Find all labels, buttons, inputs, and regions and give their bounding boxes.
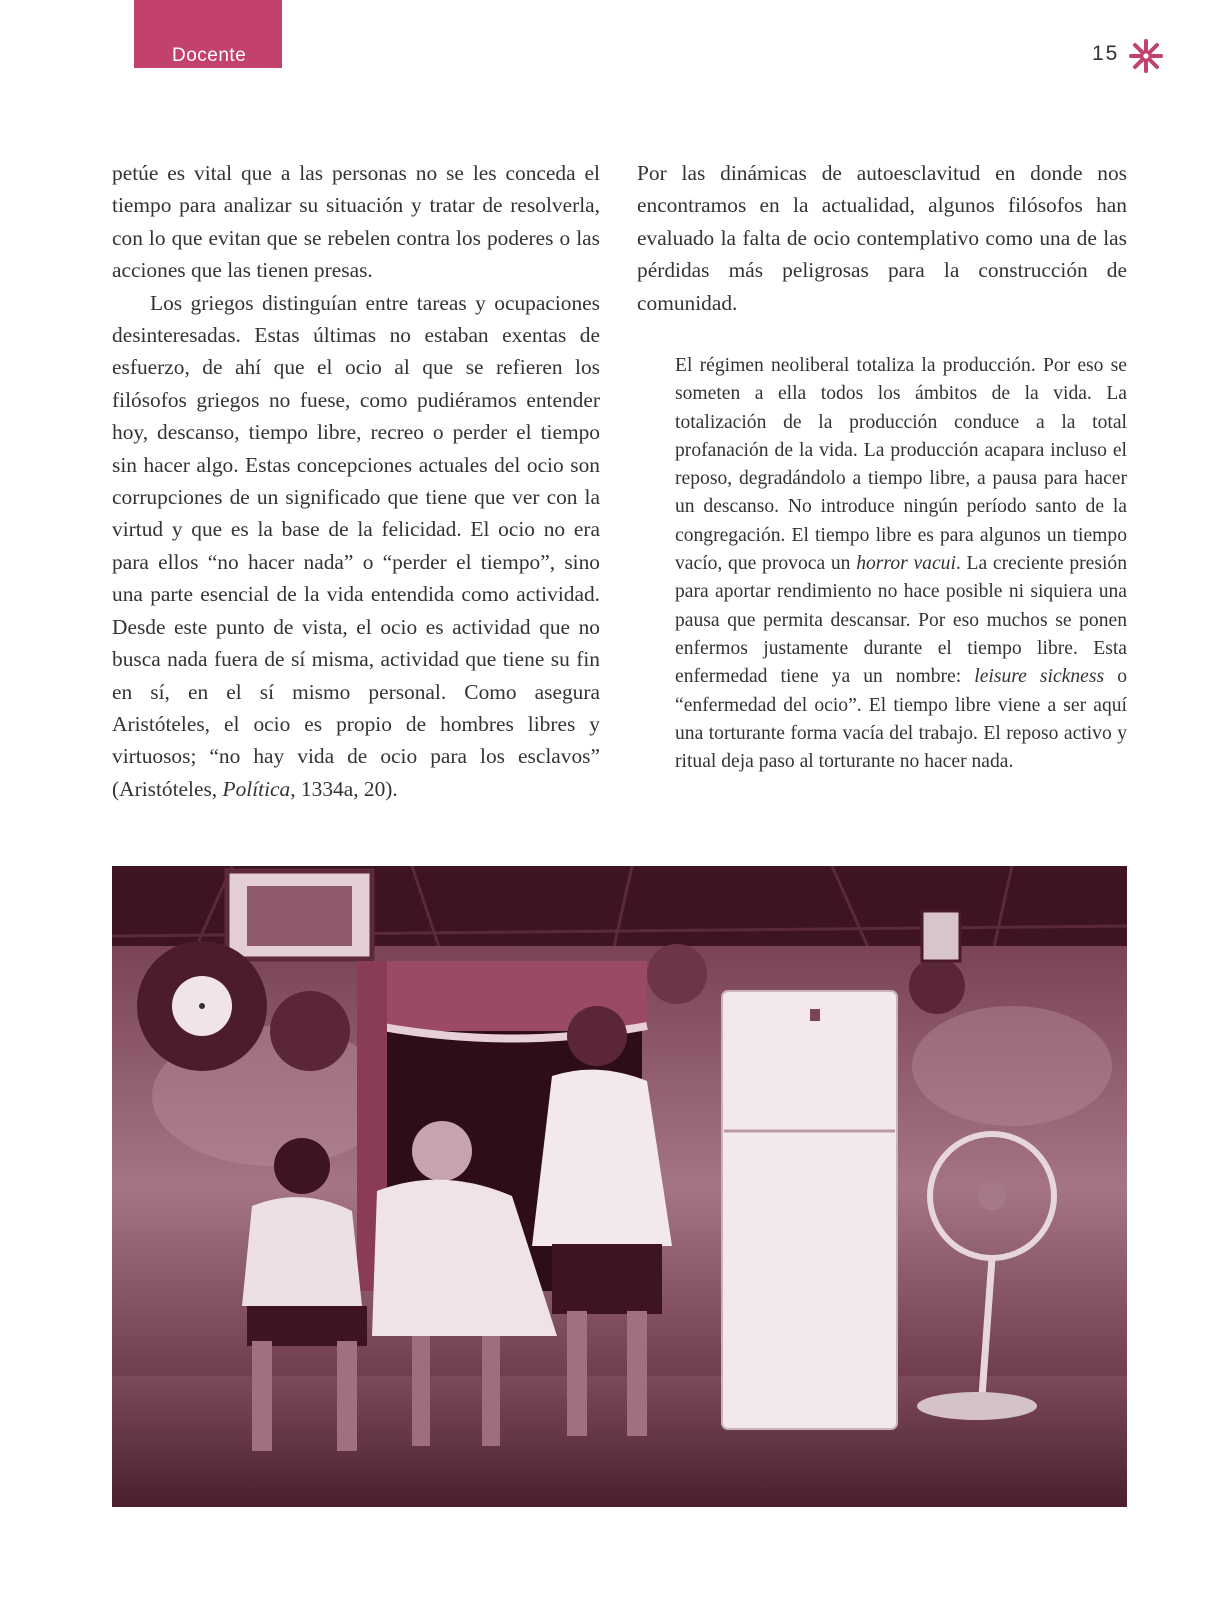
quote-italic: horror vacui — [856, 553, 956, 575]
quote-italic: leisure sickness — [974, 666, 1105, 688]
left-column — [112, 157, 600, 805]
book-title: Política — [222, 776, 291, 801]
paragraph-text: Los griegos distinguían entre tareas y ocupaciones desinteresadas. Estas últimas no estaban exentas de esfuerzo, de ahí que el ocio al que se refieren los filósofos griegos no fuese, como pudiéramos entender hoy, descanso, tiempo libre, recreo o perder el tiempo sin hacer algo. Estas concepciones actuales del ocio son corrupciones de un significado que tiene que ver con la virtud y que es la base de la felicidad. El ocio no era para ellos “no hacer nada” o “perder el tiempo”, sino una parte esencial de la vida entendida como actividad. Desde este punto de vista, el ocio es actividad que no busca nada fuera de sí misma, actividad que tiene su fin en sí, en el sí mismo personal. Como asegura Aristóteles, el ocio es propio de hombres libres y virtuosos; “no hay vida de ocio para los esclavos” (Aristóteles, — [112, 290, 600, 801]
section-tab — [134, 0, 282, 68]
paragraph: petúe es vital que a las personas no se les conceda el tiempo para analizar su situación y tratar de resolverla, con lo que evitan que se rebelen contra los poderes o las acciones que las tienen presas. — [112, 161, 600, 283]
quote-text: El régimen neoliberal totaliza la producción. Por eso se someten a ella todos los ámbitos de la vida. La totalización de la producción conduce a la total profanación de la vida. La producción acapara incluso el reposo, degradándolo a tiempo libre, a pausa para hacer un descanso. No introduce ningún período santo de la congregación. El tiempo libre es para algunos un tiempo vacío, que provoca un — [675, 355, 1127, 575]
paragraph: Por las dinámicas de autoesclavitud en donde nos encontramos en la actualidad, algunos filósofos han evaluado la falta de ocio contemplativo como una de las pérdidas más peligrosas para la construcción de comunidad. — [637, 161, 1127, 315]
paragraph — [112, 287, 600, 806]
quote-text: . La creciente presión para aportar rendimiento no hace posible ni siquiera una pausa que permita descansar. Por eso muchos se ponen enfermos justamente durante el tiempo libre. Esta enfermedad tiene ya un nombre: — [675, 553, 1127, 688]
right-column — [637, 157, 1127, 319]
flower-star-icon — [1128, 38, 1164, 74]
section-label: Docente — [172, 45, 247, 66]
page-number: 15 — [1092, 42, 1120, 65]
block-quote — [675, 352, 1127, 776]
family-portrait-photo — [112, 866, 1127, 1507]
citation-text: , 1334a, 20). — [290, 776, 398, 801]
quote-text: o “enfermedad del ocio”. El tiempo libre viene a ser aquí una torturante forma vacía del trabajo. El reposo activo y ritual deja paso al torturante no hacer nada. — [675, 666, 1127, 773]
